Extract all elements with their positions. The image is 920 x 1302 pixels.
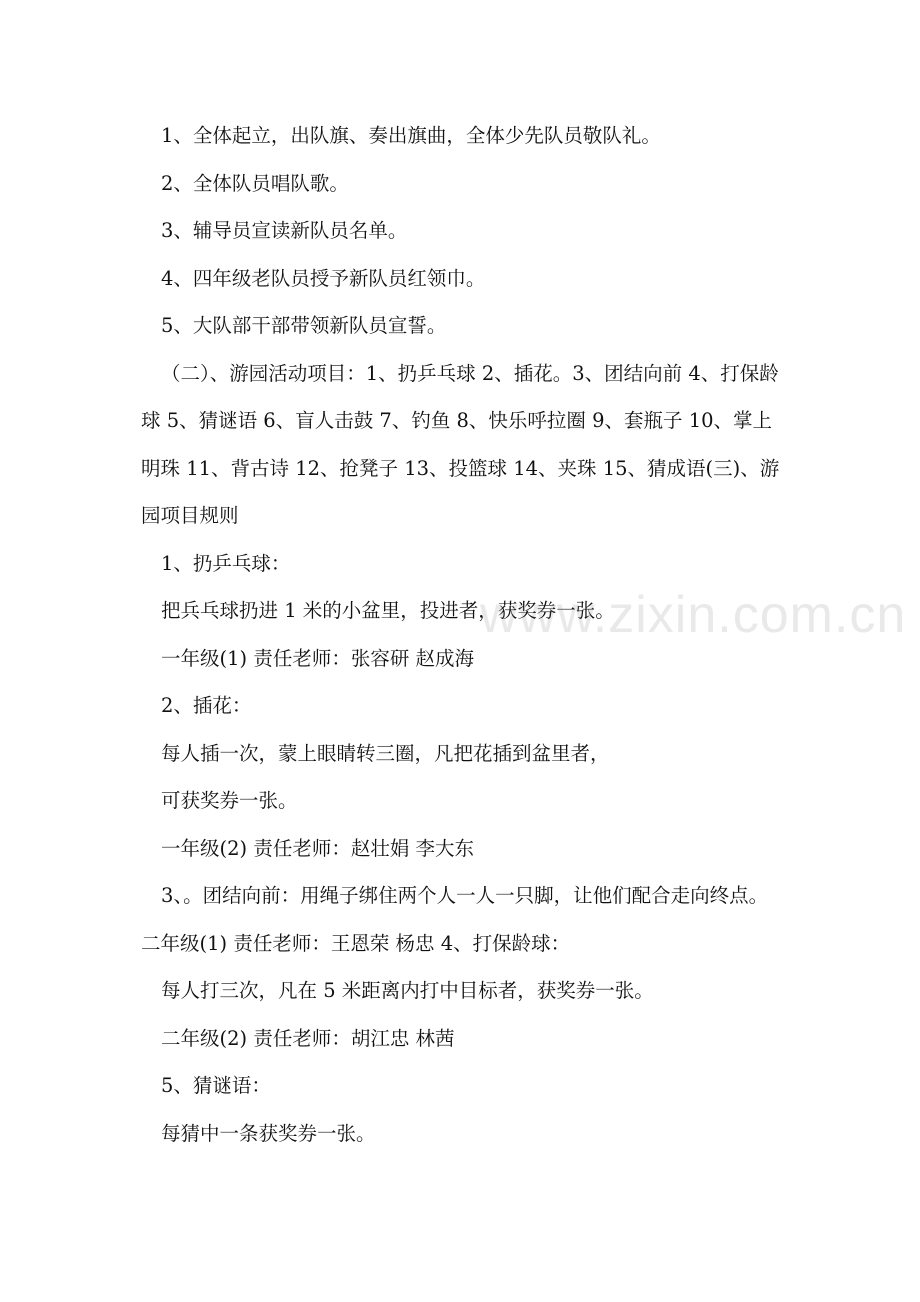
paragraph-ceremony-step-3: 3、辅导员宣读新队员名单。 bbox=[161, 219, 408, 242]
paragraph-ceremony-step-2: 2、全体队员唱队歌。 bbox=[161, 171, 349, 195]
paragraph-rule-1-title: 1、扔乒乓球： bbox=[161, 551, 291, 575]
paragraph-rule-4-teacher: 二年级(2) 责任老师：胡江忠 林茜 bbox=[161, 1026, 455, 1050]
paragraph-rule-2-text: 每人插一次，蒙上眼睛转三圈，凡把花插到盆里者， bbox=[161, 741, 610, 765]
paragraph-rule-2-text-cont: 可获奖券一张。 bbox=[161, 789, 298, 812]
paragraph-rule-2-teacher: 一年级(2) 责任老师：赵壮娟 李大东 bbox=[161, 836, 475, 860]
paragraph-rule-2-title: 2、插花： bbox=[161, 694, 252, 717]
paragraph-ceremony-step-5: 5、大队部干部带领新队员宣誓。 bbox=[161, 314, 447, 337]
document-body bbox=[141, 112, 786, 1157]
paragraph-ceremony-step-4: 4、四年级老队员授予新队员红领巾。 bbox=[161, 266, 486, 290]
paragraph-ceremony-step-1: 1、全体起立，出队旗、奏出旗曲，全体少先队员敬队礼。 bbox=[161, 124, 661, 147]
paragraph-activity-list: （二）、游园活动项目：1、扔乒乓球 2、插花。3、团结向前 4、打保龄球 5、猜谜语 6、盲人击鼓 7、钓鱼 8、快乐呼拉圈 9、套瓶子 10、掌上明珠 11、背古诗 12、抢凳子 13、投篮球 14、夹珠 15、猜成语(三)、游园项目规则 bbox=[141, 361, 780, 527]
paragraph-rule-4-text: 每人打三次，凡在 5 米距离内打中目标者，获奖券一张。 bbox=[161, 979, 654, 1002]
watermark: www.zixin.com.cn bbox=[480, 586, 907, 644]
paragraph-rule-1-teacher: 一年级(1) 责任老师：张容研 赵成海 bbox=[161, 646, 475, 670]
paragraph-rule-5-title: 5、猜谜语： bbox=[161, 1074, 271, 1097]
paragraph-rule-1-text: 把兵乓球扔进 1 米的小盆里，投进者，获奖券一张。 bbox=[161, 599, 615, 622]
paragraph-rule-5-text: 每猜中一条获奖券一张。 bbox=[161, 1121, 376, 1145]
paragraph-rule-3: 3、。团结向前：用绳子绑住两个人一人一只脚，让他们配合走向终点。二年级(1) 责任老师：王恩荣 杨忠 4、打保龄球： bbox=[141, 884, 769, 955]
